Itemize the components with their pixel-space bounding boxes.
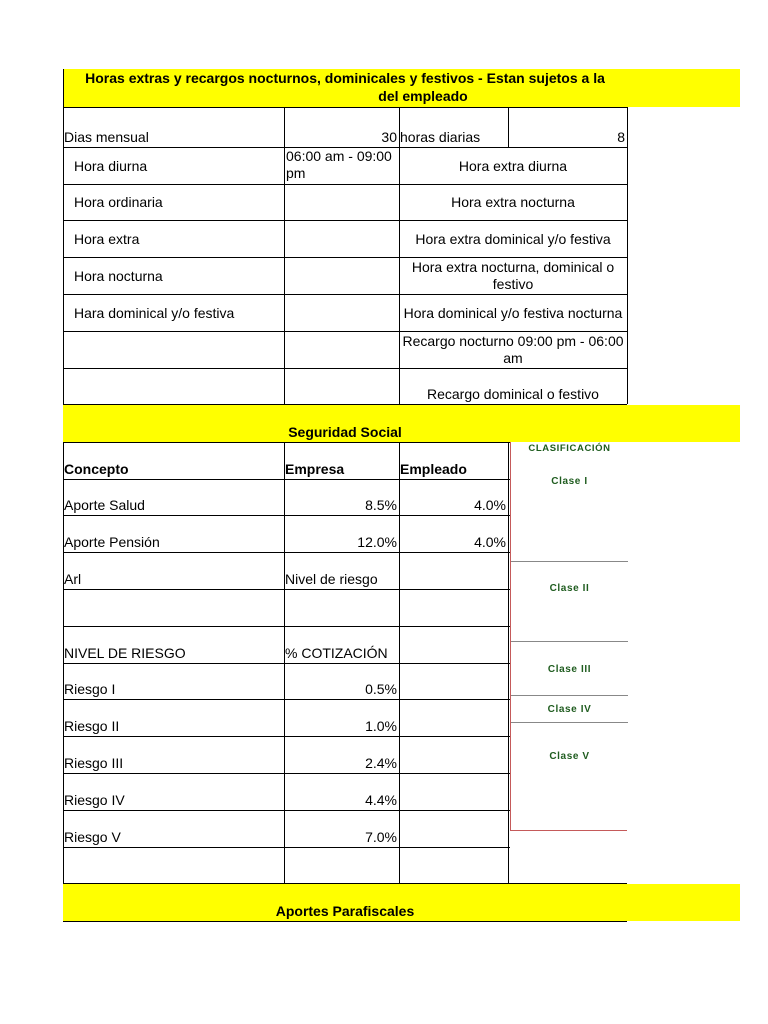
riesgo-header: NIVEL DE RIESGO (64, 645, 186, 661)
empleado-cell: 4.0% (474, 534, 506, 550)
riesgo-value: 4.4% (365, 792, 397, 808)
clase-label: Clase III (547, 664, 592, 675)
divider (511, 561, 628, 562)
hours-row-extra: Hora extra nocturna, dominical o festivo (411, 259, 615, 292)
concepto-cell: Aporte Salud (64, 497, 145, 513)
hours-row-label: Hora ordinaria (74, 194, 163, 210)
hours-row-label: Hara dominical y/o festiva (74, 304, 235, 321)
empleado-cell: 4.0% (474, 497, 506, 513)
empresa-cell: Nivel de riesgo (285, 571, 378, 587)
hours-row-label: Hora extra (74, 230, 140, 247)
grid-line (284, 107, 285, 404)
hours-row-extra: Hora extra dominical y/o festiva (415, 230, 611, 247)
col-empleado: Empleado (400, 461, 467, 477)
empresa-cell: 8.5% (365, 497, 397, 513)
hours-row-extra: Hora extra nocturna (451, 194, 575, 210)
clase-label: Clase IV (547, 704, 592, 715)
clase-label: Clase I (551, 476, 588, 487)
riesgo-value: 7.0% (365, 829, 397, 845)
title-line-1: Horas extras y recargos nocturnos, dominicales y festivos - Estan sujetos a la (85, 70, 605, 86)
dias-mensual-value: 30 (381, 129, 397, 145)
hours-row-time-range: 06:00 am - 09:00 pm (286, 148, 392, 181)
grid-line (63, 921, 627, 922)
horas-diarias-value: 8 (617, 129, 625, 145)
cotizacion-header: % COTIZACIÓN (285, 645, 388, 661)
riesgo-name: Riesgo V (64, 829, 121, 845)
riesgo-name: Riesgo I (64, 681, 116, 697)
divider (511, 695, 628, 696)
concepto-cell: Arl (64, 571, 82, 587)
riesgo-value: 2.4% (365, 755, 397, 771)
clasificacion-image (510, 442, 627, 831)
grid-line (63, 589, 510, 590)
empresa-cell: 12.0% (357, 534, 397, 550)
riesgo-name: Riesgo III (64, 755, 124, 771)
grid-line (63, 847, 510, 848)
clase-label: Clase II (549, 583, 590, 594)
riesgo-name: Riesgo IV (64, 792, 125, 808)
riesgo-name: Riesgo II (64, 718, 120, 734)
divider (511, 641, 628, 642)
hours-row-label: Hora diurna (74, 157, 148, 174)
hours-row-extra: Recargo dominical o festivo (427, 386, 599, 402)
dias-mensual-label: Dias mensual (64, 129, 149, 145)
seguridad-social-title: Seguridad Social (288, 424, 402, 440)
concepto-cell: Aporte Pensión (64, 534, 160, 550)
title-line-2: del empleado (378, 88, 468, 104)
hours-row-label: Hora nocturna (74, 267, 163, 284)
riesgo-value: 0.5% (365, 681, 397, 697)
col-concepto: Concepto (64, 461, 129, 477)
col-empresa: Empresa (285, 461, 345, 477)
clasificacion-title: CLASIFICACIÓN (528, 443, 611, 454)
parafiscales-title: Aportes Parafiscales (275, 903, 415, 919)
divider (511, 722, 628, 723)
hours-row-extra: Recargo nocturno 09:00 pm - 06:00 am (402, 333, 624, 366)
clase-label: Clase V (549, 751, 590, 762)
hours-row-extra: Hora extra diurna (458, 157, 568, 174)
hours-row-extra: Hora dominical y/o festiva nocturna (403, 304, 623, 321)
grid-line (627, 107, 628, 404)
grid-line (508, 442, 509, 883)
riesgo-value: 1.0% (365, 718, 397, 734)
horas-diarias-label: horas diarias (400, 129, 481, 145)
